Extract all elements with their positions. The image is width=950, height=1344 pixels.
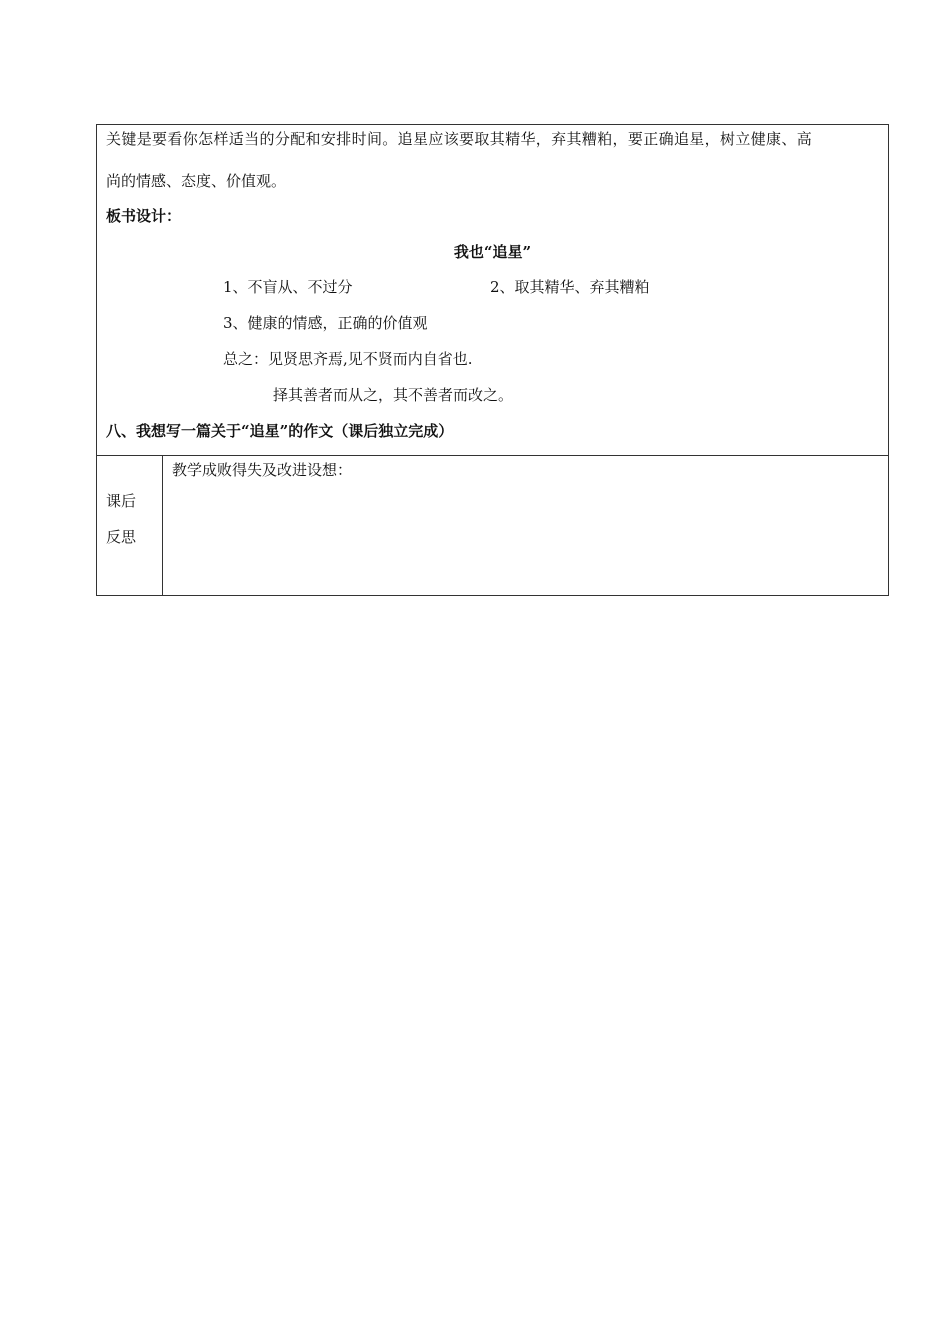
reflection-content-cell (163, 456, 888, 595)
reflection-label-line-1: 课后 (106, 492, 137, 510)
body-text-line-1: 关键是要看你怎样适当的分配和安排时间。追星应该要取其精华，弃其糟粕，要正确追星，树立健康、高 (106, 130, 813, 148)
reflection-prompt: 教学成败得失及改进设想： (172, 461, 353, 479)
reflection-row (97, 456, 888, 595)
body-text-line-2: 尚的情感、态度、价值观。 (106, 172, 287, 190)
section-8-heading: 八、我想写一篇关于“追星”的作文（课后独立完成） (106, 422, 454, 440)
lesson-plan-table (96, 124, 889, 596)
board-summary-line-1: 总之：见贤思齐焉,见不贤而内自省也. (223, 350, 473, 368)
content-cell (97, 125, 888, 456)
board-point-2: 2、取其精华、弃其糟粕 (490, 278, 650, 296)
board-point-3: 3、健康的情感，正确的价值观 (223, 314, 428, 332)
board-design-heading: 板书设计： (106, 207, 182, 225)
reflection-label-cell (97, 456, 163, 595)
board-point-1: 1、不盲从、不过分 (223, 278, 353, 296)
reflection-label-line-2: 反思 (106, 528, 137, 546)
board-summary-line-2: 择其善者而从之，其不善者而改之。 (273, 386, 514, 404)
board-design-title: 我也“追星” (453, 243, 532, 261)
